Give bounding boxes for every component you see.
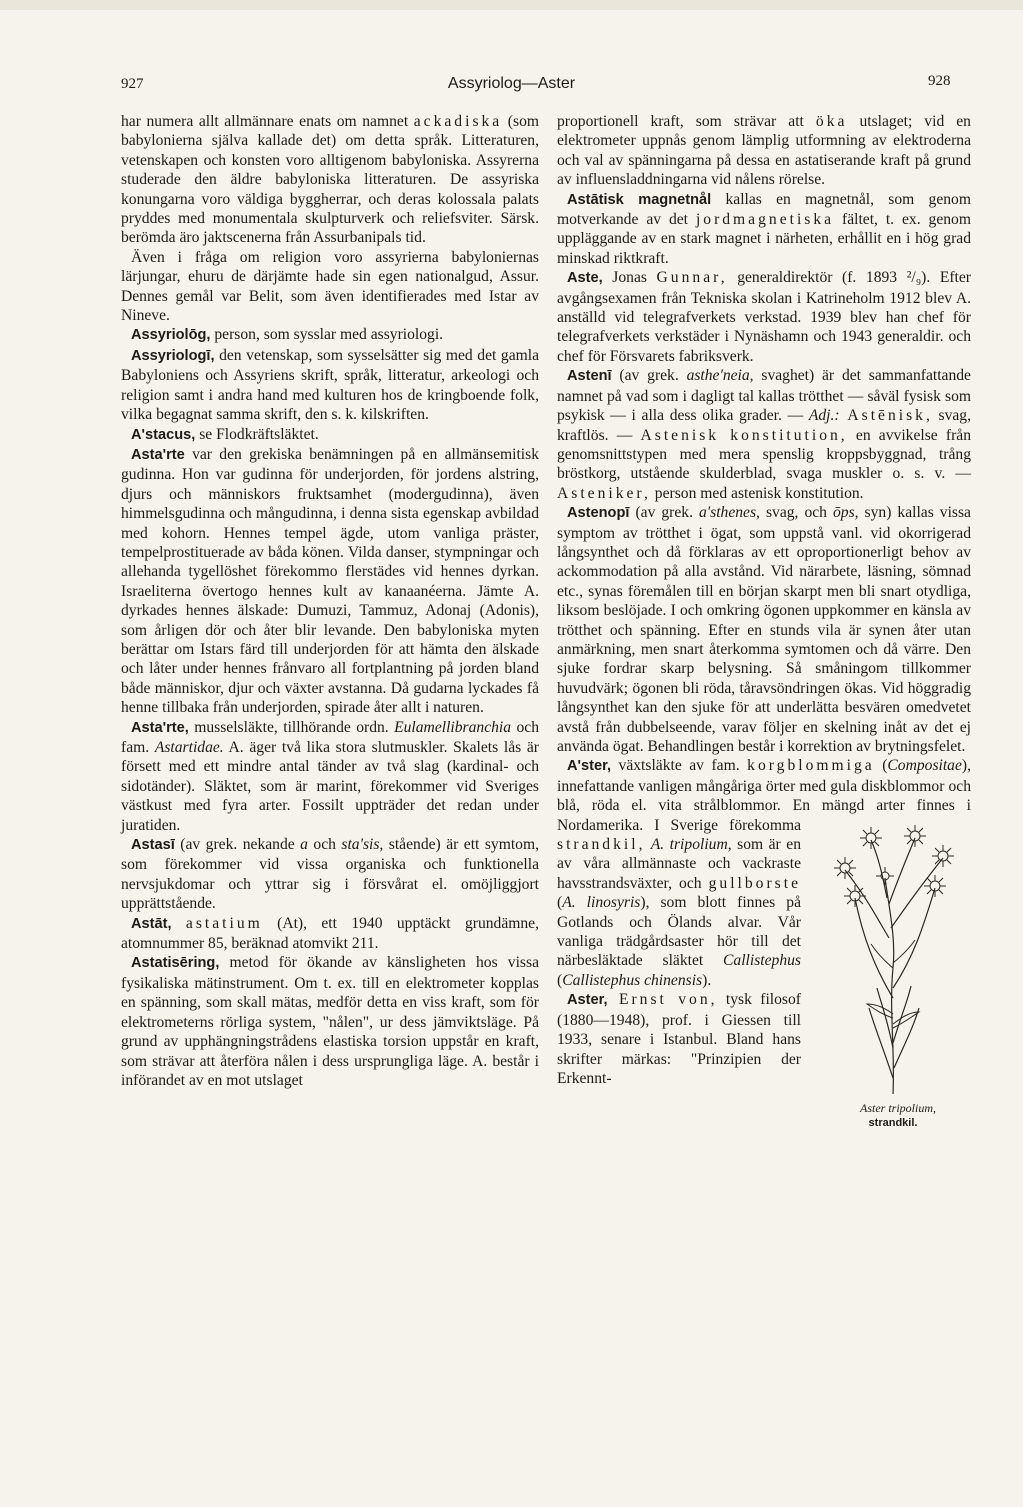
page-number-left: 927 xyxy=(121,76,144,92)
entry-astarte-goddess: Asta'rte var den grekiska benämningen på en allmänsemitisk gudinna. Hon var gudinna för underjorden, för jordens alstring, djurs och människors fruktsamhet (modergudinna), även himmelsgudinna och mångudinna, i denna sista egenskap avbildad med kohorn. Hennes tempel ägde, utom vanliga präster, tempelprostituerade av båda könen. Vilda danser, stympningar och allehanda tygellöshet förekommo flerstädes vid hennes dyrkan. Israeliterna övertogo hennes kult av kanaanéerna. Jämte A. dyrkades hennes älskade: Dumuzi, Tammuz, Adonaj (Adonis), som årligen dör och åter blir levande. Den babyloniska myten berättar om Istars färd till underjorden för att hämta den älskade och låter under hennes frånvaro all fortplantning på jorden bland både människor, djur och växter avstanna. Då gudarna lyckades få henne tillbaka från underjorden, spirade åter allt i naturen. xyxy=(121,445,539,717)
headword: Astasī xyxy=(131,837,175,854)
headword: Astatisēring, xyxy=(131,955,220,972)
entry-astenopi: Astenopī (av grek. a'sthenes, svag, och ōps, syn) kallas vissa symptom av trötthet i ögat, som uppstå vanl. vid okorrigerad långsynthet och då förklaras av ett oproportionerligt behov av ackommodation på alla avstånd. Vid närarbete, läsning, sömnad etc., synas föremålen till en början skarpt men bli snart otydliga, liksom beslöjade. I och omkring ögonen uppkommer en känsla av trötthet och spänning. Efter en stunds vila är synen åter utan anmärkning, men snart återkomma symtomen och då värre. Den sjuke fordrar skarp belysning. Så småningom tillkommer huvudvärk; ögonen bli röda, tåravsöndringen ökas. Vid höggradig långsynthet kan den sjuke för att underlätta besvären omedvetet avstå från dubbelseende, varav följer en skelning inåt av det ej använda ögat. Behandlingen består i korrektion av brytningsfelet. xyxy=(557,504,971,755)
headword: A'stacus, xyxy=(131,426,196,443)
headword: Assyriologī, xyxy=(131,347,215,364)
entry-asteni: Astenī (av grek. asthe'neia, svaghet) är det sammanfattande namnet på vad som i dagligt tal kallas trötthet — såväl fysisk som psykisk — i alla dess olika grader. — Adj.: Astēnisk, svag, kraftlös. — Astenisk konstitution, en avvikelse från genomsnittstypen med mera spenslig kroppsbyggnad, trång bröstkorg, utstående skulderblad, svaga muskler o. s. v. — Asteniker, person med astenisk konstitution. xyxy=(557,367,971,502)
entry-astatisering-continuation: proportionell kraft, som strävar att öka utslaget; vid en elektrometer uppnås genom lämplig utformning av elektroderna och val av spänningarna på dessa en astatiserande kraft på grund av influensladdningarna vid nålens rörelse. xyxy=(557,113,971,189)
entry-assyrien-continuation: har numera allt allmännare enats om namnet ackadiska (som babylonierna själva kallade det) om detta språk. Litteraturen, vetenskapen och konsten voro alltigenom babyloniska. Assyrerna studerade den äldre babyloniska litteraturen. De assyriska konungarna voro väldiga byggherrar, och deras kolossala palats pryddes med monumentala skulpturverk och reliefsviter. Särsk. berömda äro jaktscenerna från Assurbanipals tid. xyxy=(121,113,539,247)
headword: Aster, xyxy=(567,992,608,1009)
page-number-right: 928 xyxy=(928,73,951,89)
entry-astatisering: Astatisēring, metod för ökande av känsligheten hos vissa fysikaliska mätinstrument. Om t. ex. till en elektrometer kopplas en spänning, som skall mätas, medför detta en viss kraft, som för elektrometerns rörliga system, "nålen", ur dess jämviktsläge. På grund av upphängningstrådens elastiska torsion uppstår en kraft, som strävar att återföra nålen i dess ursprungliga läge. A. består i införandet av en mot utslaget xyxy=(121,954,539,1089)
running-header-title: Assyriolog—Aster xyxy=(447,75,576,92)
headword: Astenī xyxy=(567,368,612,385)
right-column xyxy=(557,112,971,1156)
page-top-edge xyxy=(0,0,1023,10)
headword: Aste, xyxy=(567,270,603,287)
entry-assyrien-religion: Även i fråga om religion voro assyrierna babyloniernas lärjungar, ehuru de därjämte hade sin egen nationalgud, Assur. Dennes gemål var Belit, som även identifierades med Istar av Nineve. xyxy=(121,248,539,325)
headword: A'ster, xyxy=(567,758,612,775)
headword: Asta'rte, xyxy=(131,719,189,736)
entry-astarte-mussel: Asta'rte, musselsläkte, tillhörande ordn. Eulamellibranchia och fam. Astartidae. A. äger två lika stora slutmuskler. Skalets lås är försett med ett mindre antal tänder av två slag (kardinal- och sidotänder). Släktet, som är marint, förekommer vid Sveriges västkust med fyra arter. Fossilt uppträder det redan under juratiden. xyxy=(121,718,539,834)
entry-aste: Aste, Jonas Gunnar, generaldirektör (f. 1893 ²/₉). Efter avgångsexamen från Tekniska skolan i Katrineholm 1912 blev A. anställd vid telegrafverkets verkstad. 1939 blev han chef för telegrafverkets verkstäder i Nynäshamn och 1943 generaldir. och chef för Försvarets fabriksverk. xyxy=(557,269,971,365)
headword: Astenopī xyxy=(567,505,630,522)
entry-assyriolog: Assyriolōg, person, som sysslar med assyriologi. xyxy=(131,326,444,344)
headword: Asta'rte xyxy=(131,446,185,463)
headword: Astātisk magnetnål xyxy=(567,191,712,208)
aster-figure xyxy=(813,816,973,1156)
entry-astatisk-magnetnal: Astātisk magnetnål kallas en magnetnål, som genom motverkande av det jordmagnetiska fältet, t. ex. genom uppläggande av en stark magnet i närheten, erhållit en i hög grad minskad riktkraft. xyxy=(557,190,971,267)
entry-assyriologi: Assyriologī, den vetenskap, som sysselsätter sig med det gamla Babyloniens och Assyriens skrift, språk, litteratur, arkeologi och religion samt i andra hand med kulturen hos de kringboende folk, vilka begagnat samma skrift, den s. k. kilskriften. xyxy=(121,346,539,424)
entry-astacus: A'stacus, se Flodkräftsläktet. xyxy=(131,425,319,443)
entry-aster-plant: A'ster, växtsläkte av fam. korgblommiga (Compositae), innefattande vanligen mångåriga örter med gula diskblommor och blå, röda el. vita strålblommor. En mängd arter finnes i Nordamerika. I Sverige förekomma Aster tripolium, strandkil. strandkil, A. tripolium, som är en av våra allmännaste och vackraste havsstrandsväxter, och gullborste (A. linosyris), som blott finnes på Gotlands och Ölands alvar. Vår vanliga trädgårdsaster hör till det närbesläktade släktet Callistephus (Callistephus chinensis). xyxy=(557,756,971,990)
entry-astasi: Astasī (av grek. nekande a och sta'sis, stående) är ett symtom, som förekommer vid vissa organiska och funktionella nervsjukdomar och yttrar sig i försvårat el. omöjliggjort upprättstående. xyxy=(121,836,539,913)
left-column xyxy=(121,112,539,1090)
figure-caption: Aster tripolium, strandkil. xyxy=(859,1100,936,1129)
entry-aster-ernst: Aster, Ernst von, tysk filosof (1880—1948), prof. i Giessen till 1933, senare i Istanbul. Bland hans skrifter märkas: "Prinzipien der Erkennt- xyxy=(557,991,801,1087)
aster-plant-illustration-icon xyxy=(823,818,963,1098)
entry-astat: Astāt, astatium (At), ett 1940 upptäckt grundämne, atomnummer 85, beräknad atomvikt 211. xyxy=(121,914,539,953)
headword: Astāt, xyxy=(131,915,172,932)
headword: Assyriolōg, xyxy=(131,327,211,344)
